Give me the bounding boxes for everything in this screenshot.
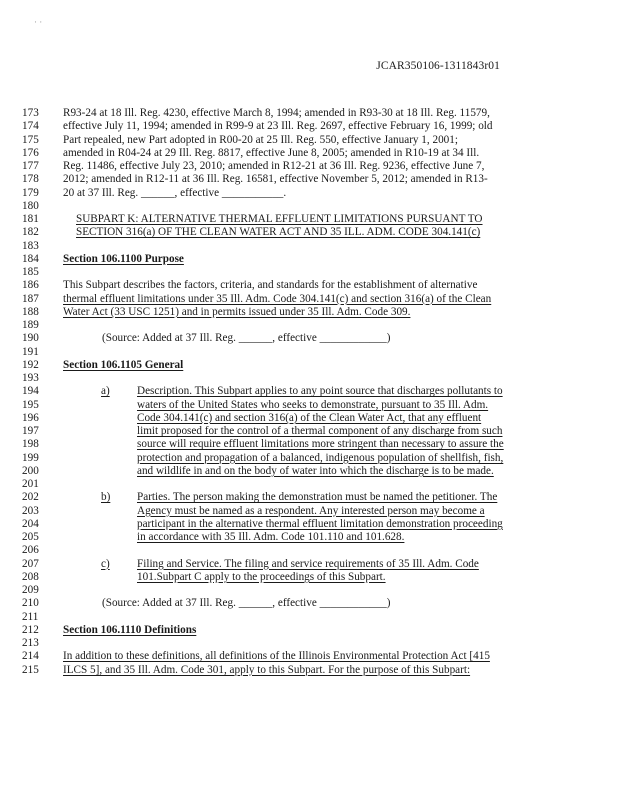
document-line <box>0 266 620 279</box>
line-number: 200 <box>22 464 39 477</box>
line-text: ILCS 5], and 35 Ill. Adm. Code 301, apply to this Subpart. For the purpose of this Subpart: <box>63 663 471 676</box>
document-line <box>0 134 620 147</box>
line-text: This Subpart describes the factors, criteria, and standards for the establishment of alternative <box>63 279 478 292</box>
document-line <box>0 611 620 624</box>
document-line <box>0 558 620 571</box>
document-line <box>0 240 620 253</box>
document-line <box>0 372 620 385</box>
line-number: 198 <box>22 438 39 451</box>
line-text: 2012; amended in R12-11 at 36 Ill. Reg. 16581, effective November 5, 2012; amended in R13- <box>63 173 488 186</box>
line-text: waters of the United States who seeks to demonstrate, pursuant to 35 Ill. Adm. <box>137 398 489 411</box>
line-text: amended in R04-24 at 29 Ill. Reg. 8817, effective June 8, 2005; amended in R10-19 at 34 Ill. <box>63 146 480 159</box>
line-number: 181 <box>22 213 39 225</box>
line-number: 204 <box>22 517 39 530</box>
line-text: Part repealed, new Part adopted in R00-20 at 25 Ill. Reg. 550, effective January 1, 2001; <box>63 133 458 146</box>
document-line <box>0 478 620 491</box>
document-line <box>0 346 620 359</box>
list-marker: a) <box>101 385 110 398</box>
line-number: 186 <box>22 279 39 292</box>
line-number: 188 <box>22 305 39 318</box>
line-text: Section 106.1110 Definitions <box>63 623 197 636</box>
line-number: 207 <box>22 557 39 570</box>
line-number: 213 <box>22 637 39 649</box>
line-number: 195 <box>22 398 39 411</box>
line-number: 179 <box>22 186 39 199</box>
line-number: 177 <box>22 160 39 172</box>
document-line <box>0 637 620 650</box>
line-text: thermal effluent limitations under 35 Ill. Adm. Code 304.141(c) and section 316(a) of the Clean <box>63 292 492 305</box>
line-number: 182 <box>22 226 39 239</box>
document-line <box>0 650 620 663</box>
list-marker: c) <box>101 557 110 570</box>
document-line <box>0 399 620 412</box>
line-number: 208 <box>22 570 39 583</box>
line-number: 175 <box>22 133 39 146</box>
document-line <box>0 385 620 398</box>
line-number: 215 <box>22 663 39 676</box>
line-text: effective July 11, 1994; amended in R99-9 at 23 Ill. Reg. 2697, effective February 16, 1999; old <box>63 120 493 133</box>
line-text: Section 106.1100 Purpose <box>63 252 184 265</box>
document-line <box>0 505 620 518</box>
line-number: 194 <box>22 385 39 398</box>
document-line <box>0 226 620 239</box>
document-line <box>0 213 620 226</box>
line-number: 211 <box>22 610 39 623</box>
line-text: limit proposed for the control of a thermal component of any discharge from such <box>137 425 503 437</box>
line-number: 209 <box>22 584 39 596</box>
line-number: 205 <box>22 531 39 543</box>
line-text: protection and propagation of a balanced, indigenous population of shellfish, fish, <box>137 451 504 464</box>
document-line <box>0 664 620 677</box>
list-marker: b) <box>101 491 111 504</box>
line-text: R93-24 at 18 Ill. Reg. 4230, effective March 8, 1994; amended in R93-30 at 18 Ill. Reg. 11579, <box>63 107 490 119</box>
line-number: 214 <box>22 650 39 663</box>
line-text: SUBPART K: ALTERNATIVE THERMAL EFFLUENT LIMITATIONS PURSUANT TO <box>76 213 483 225</box>
line-number: 183 <box>22 239 39 252</box>
line-text: and wildlife in and on the body of water into which the discharge is to be made. <box>137 464 494 477</box>
line-number: 178 <box>22 173 39 186</box>
line-number: 185 <box>22 266 39 278</box>
line-number: 196 <box>22 411 39 424</box>
line-text: source will require effluent limitations more stringent than necessary to assure the <box>137 438 504 451</box>
line-text: participant in the alternative thermal effluent limitation demonstration proceeding <box>137 517 503 530</box>
line-text: in accordance with 35 Ill. Adm. Code 101.110 and 101.628. <box>137 531 405 543</box>
document-line <box>0 531 620 544</box>
document-line <box>0 120 620 133</box>
line-number: 212 <box>22 623 39 636</box>
line-text: Agency must be named as a respondent. Any interested person may become a <box>137 504 485 517</box>
line-text: In addition to these definitions, all definitions of the Illinois Environmental Protection Act [415 <box>63 650 490 663</box>
line-number: 184 <box>22 252 39 265</box>
line-text: SECTION 316(a) OF THE CLEAN WATER ACT AND 35 ILL. ADM. CODE 304.141(c) <box>76 226 481 239</box>
line-number: 199 <box>22 451 39 464</box>
line-text: 20 at 37 Ill. Reg. ______, effective ___________. <box>63 186 287 199</box>
document-line <box>0 160 620 173</box>
line-number: 193 <box>22 372 39 384</box>
line-text: Water Act (33 USC 1251) and in permits issued under 35 Ill. Adm. Code 309. <box>63 305 411 318</box>
line-number: 202 <box>22 491 39 504</box>
line-number: 190 <box>22 332 39 345</box>
document-line <box>0 491 620 504</box>
line-text: 101.Subpart C apply to the proceedings of this Subpart. <box>137 570 386 583</box>
line-number: 173 <box>22 107 39 119</box>
line-number: 210 <box>22 597 39 610</box>
line-number: 197 <box>22 425 39 437</box>
document-line <box>0 597 620 610</box>
line-number: 201 <box>22 478 39 490</box>
line-number: 192 <box>22 358 39 371</box>
document-line <box>0 518 620 531</box>
line-number: 191 <box>22 345 39 358</box>
document-line <box>0 279 620 292</box>
line-text: Parties. The person making the demonstration must be named the petitioner. The <box>137 491 498 504</box>
document-line <box>0 465 620 478</box>
document-line <box>0 200 620 213</box>
document-line <box>0 332 620 345</box>
page-corner-mark: · · <box>34 17 43 27</box>
document-id: JCAR350106-1311843r01 <box>376 60 500 72</box>
document-line <box>0 306 620 319</box>
document-line <box>0 187 620 200</box>
document-line <box>0 571 620 584</box>
document-line <box>0 147 620 160</box>
line-number: 189 <box>22 319 39 331</box>
line-number: 187 <box>22 292 39 305</box>
line-text: Description. This Subpart applies to any point source that discharges pollutants to <box>137 385 503 398</box>
document-line <box>0 412 620 425</box>
document-line <box>0 425 620 438</box>
document-line <box>0 107 620 120</box>
document-line <box>0 544 620 557</box>
line-text: Reg. 11486, effective July 23, 2010; amended in R12-21 at 36 Ill. Reg. 9236, effective June 7, <box>63 160 485 172</box>
document-line <box>0 624 620 637</box>
document-line <box>0 319 620 332</box>
line-text: Code 304.141(c) and section 316(a) of the Clean Water Act, that any effluent <box>137 411 482 424</box>
document-line <box>0 438 620 451</box>
line-number: 176 <box>22 146 39 159</box>
line-number: 206 <box>22 544 39 557</box>
document-line <box>0 293 620 306</box>
line-text: Filing and Service. The filing and service requirements of 35 Ill. Adm. Code <box>137 557 479 570</box>
line-text: Section 106.1105 General <box>63 358 184 371</box>
line-text: (Source: Added at 37 Ill. Reg. ______, effective ____________) <box>102 332 391 345</box>
line-text: (Source: Added at 37 Ill. Reg. ______, effective ____________) <box>102 597 391 610</box>
line-number: 203 <box>22 504 39 517</box>
document-line <box>0 253 620 266</box>
document-line <box>0 359 620 372</box>
document-line <box>0 173 620 186</box>
document-line <box>0 584 620 597</box>
document-line <box>0 452 620 465</box>
line-number: 174 <box>22 120 39 133</box>
line-number: 180 <box>22 199 39 212</box>
